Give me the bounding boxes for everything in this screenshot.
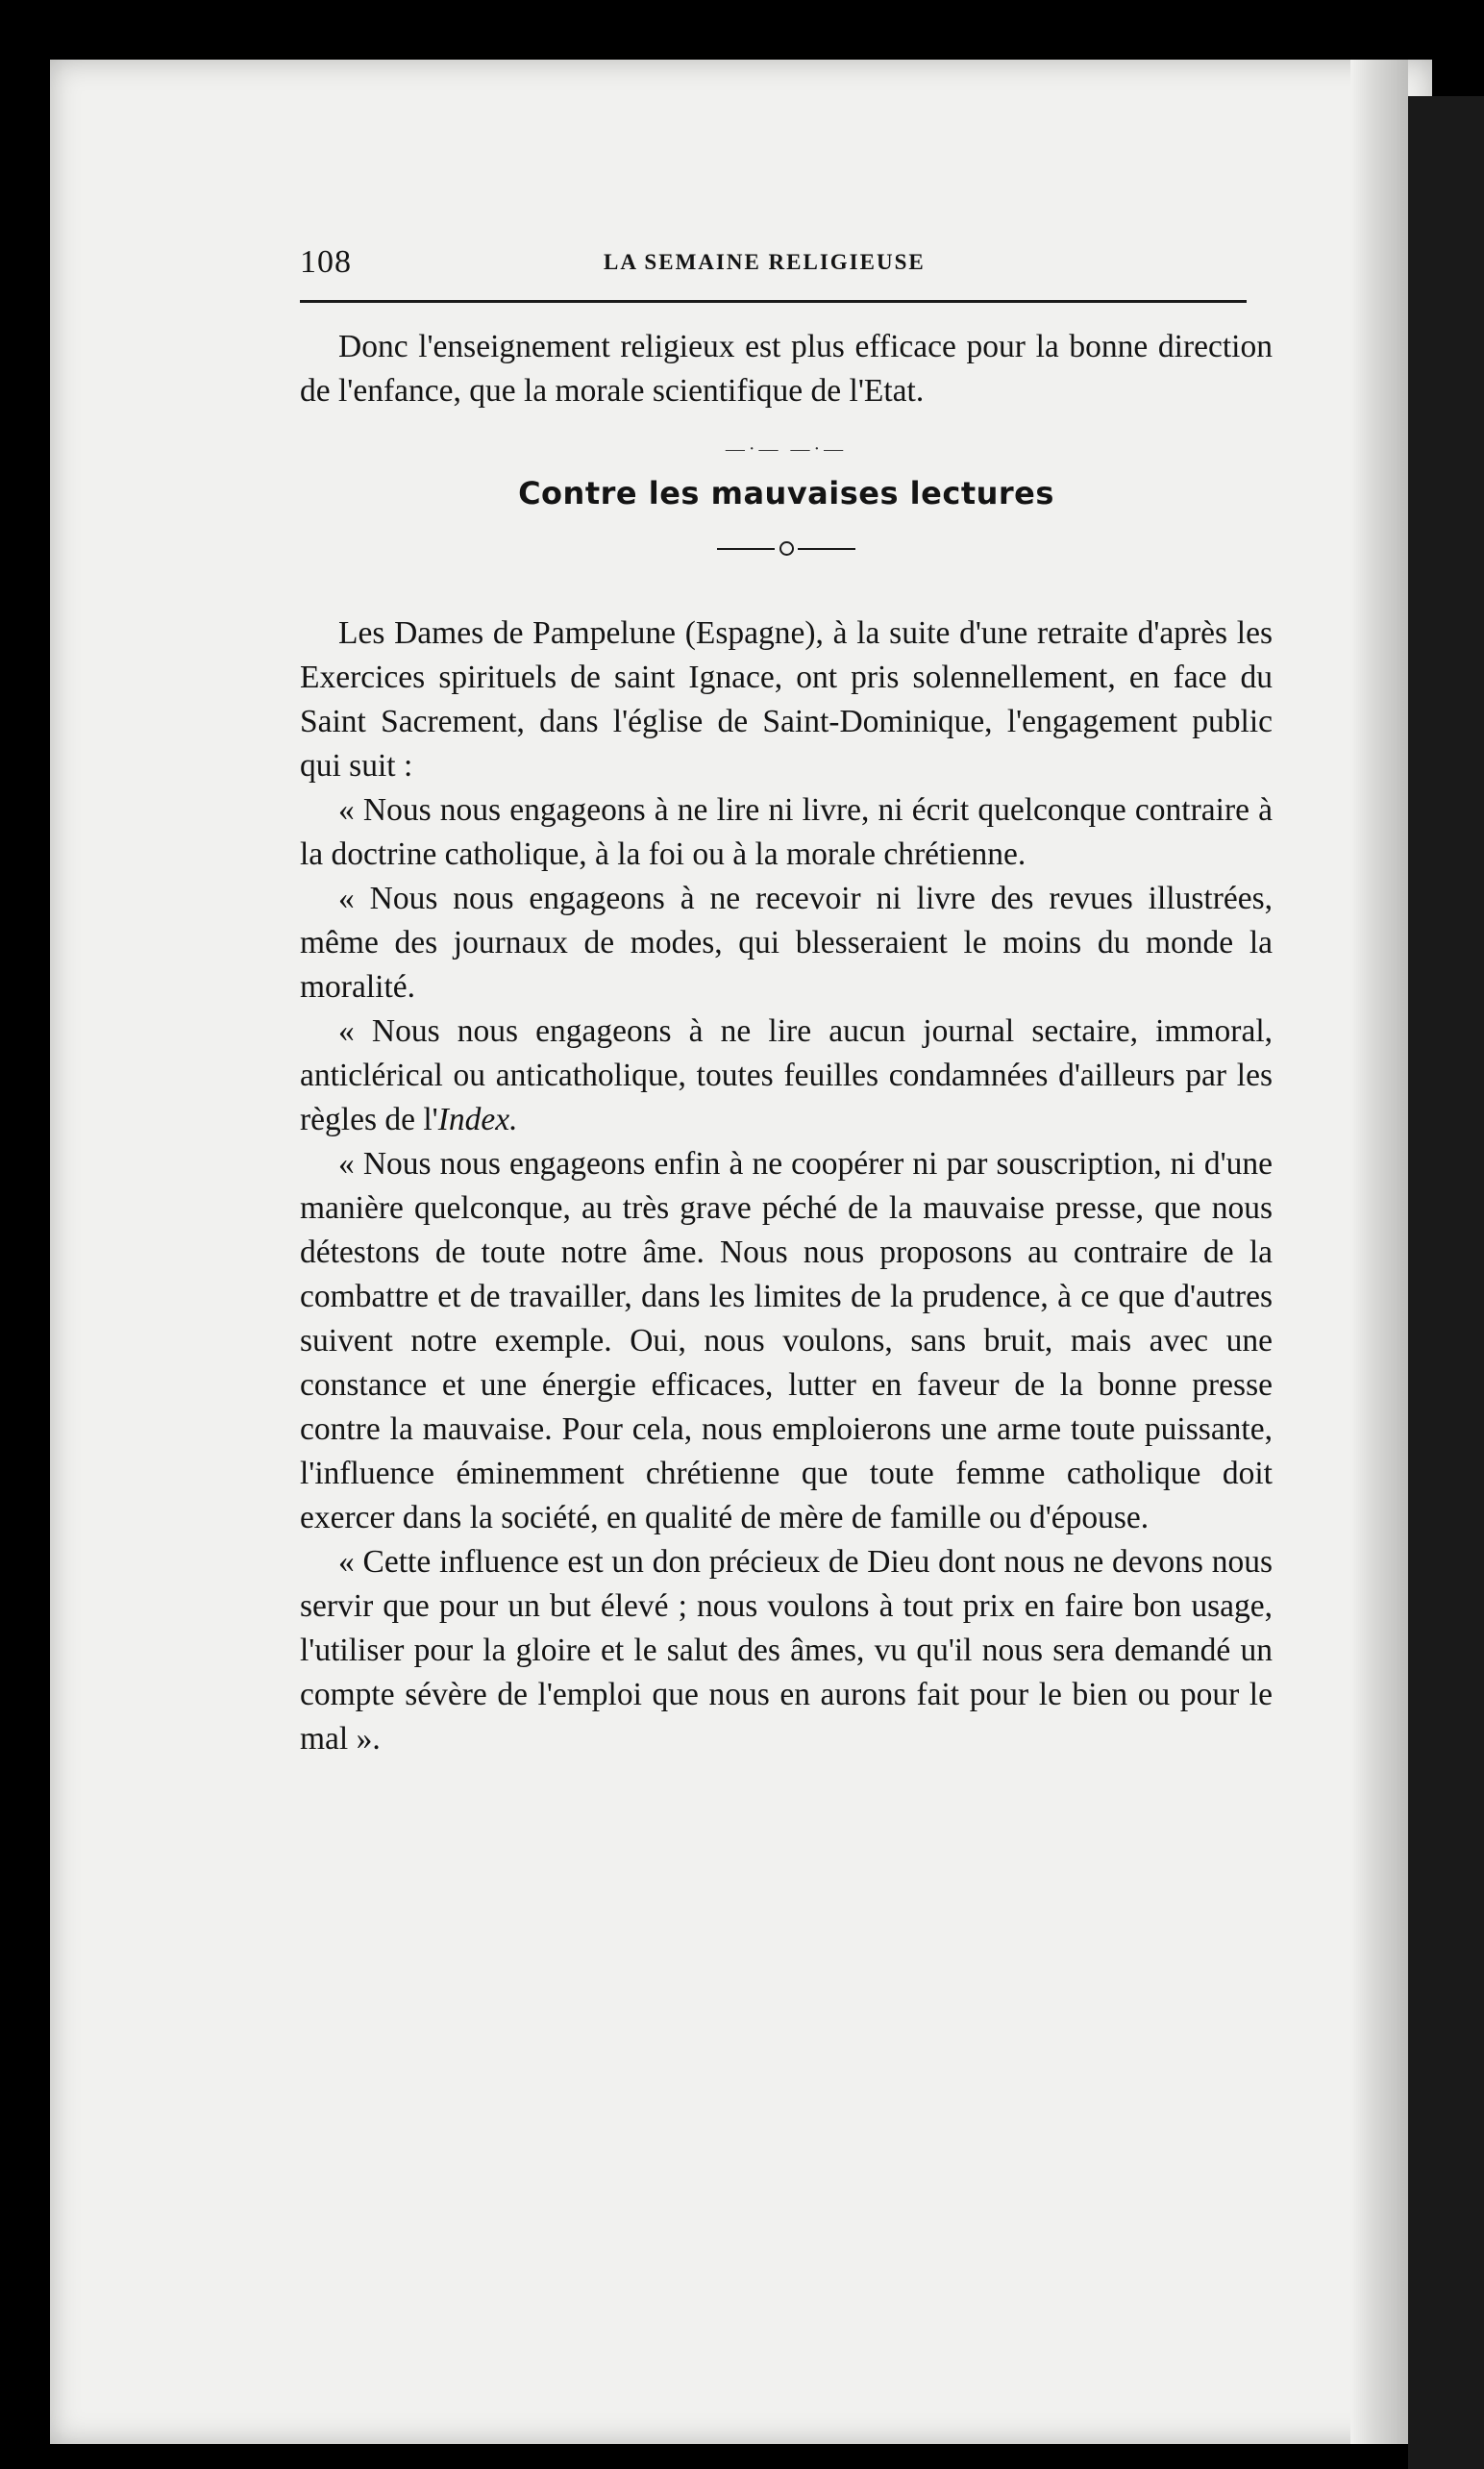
header-rule (300, 300, 1247, 303)
article-body (300, 611, 1273, 1761)
paragraph-pledge-1: « Nous nous engageons à ne lire ni livre, ni écrit quelconque contraire à la doctrine catholique, à la foi ou à la morale chrétienne. (300, 792, 1273, 872)
page-edge (1350, 60, 1408, 2444)
paragraph-pledge-3 (300, 1010, 1273, 1142)
ornament-line-right (798, 548, 855, 550)
paragraph-pledge-3-text: « Nous nous engageons à ne lire aucun journal sectaire, immoral, anticlérical ou anticatholique, toutes feuilles condamnées d'ailleurs par les règles de l' (300, 1013, 1273, 1137)
paragraph-conclusion: Donc l'enseignement religieux est plus efficace pour la bonne direction de l'enfance, que la morale scientifique de l'Etat. (300, 329, 1273, 409)
ornament-circle (779, 541, 794, 556)
running-title: LA SEMAINE RELIGIEUSE (604, 250, 926, 274)
section-separator: —·— —·— (725, 438, 848, 460)
section-title: Contre les mauvaises lectures (518, 475, 1054, 511)
index-word: Index. (437, 1102, 518, 1137)
paragraph-pledge-2: « Nous nous engageons à ne recevoir ni livre des revues illustrées, même des journaux de modes, qui blesseraient le moins du monde la moralité. (300, 881, 1273, 1005)
title-ornament (709, 535, 863, 563)
page-content (300, 231, 1273, 1761)
paragraph-pledge-5: « Cette influence est un don précieux de Dieu dont nous ne devons nous servir que pour un but élevé ; nous voulons à tout prix en faire bon usage, l'utiliser pour la gloire et le salut des âmes, vu qu'il nous sera demandé un compte sévère de l'emploi que nous en aurons fait pour le bien ou pour le mal ». (300, 1544, 1273, 1757)
running-head (300, 231, 1273, 288)
page-number: 108 (300, 244, 352, 280)
paragraph-intro: Les Dames de Pampelune (Espagne), à la suite d'une retraite d'après les Exercices spirituels de saint Ignace, ont pris solennellement, en face du Saint Sacrement, dans l'église de Saint-Dominique, l'engagement public qui suit : (300, 615, 1273, 784)
paragraph-pledge-4: « Nous nous engageons enfin à ne coopérer ni par souscription, ni d'une manière quelconque, au très grave péché de la mauvaise presse, que nous détestons de toute notre âme. Nous nous proposons au contraire de la combattre et de travailler, dans les limites de la prudence, à ce que d'autres suivent notre exemple. Oui, nous voulons, sans bruit, mais avec une constance et une énergie efficaces, lutter en faveur de la bonne presse contre la mauvaise. Pour cela, nous emploierons une arme toute puissante, l'influence éminemment chrétienne que toute femme catholique doit exercer dans la société, en qualité de mère de famille ou d'épouse. (300, 1146, 1273, 1535)
binding-shadow (1408, 96, 1484, 2469)
ornament-line-left (717, 548, 775, 550)
